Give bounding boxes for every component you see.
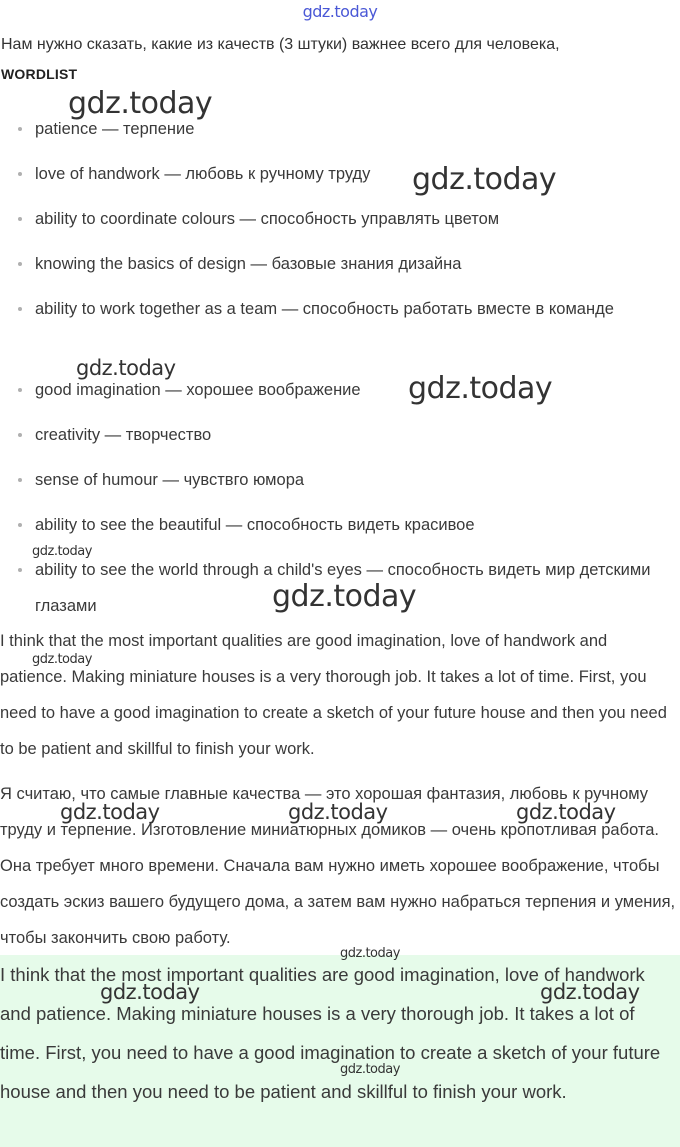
bullet-dot-icon (18, 433, 22, 437)
bullet-dot-icon (18, 217, 22, 221)
wordlist-heading: WORDLIST (1, 66, 78, 82)
wordlist-entry: ability to coordinate colours — способность управлять цветом (35, 210, 500, 228)
watermark: gdz.today (76, 356, 176, 380)
watermark: gdz.today (408, 371, 553, 406)
list-item (18, 507, 668, 543)
wordlist-entry: ability to see the beautiful — способность видеть красивое (35, 516, 475, 534)
site-logo[interactable]: gdz.today (302, 2, 378, 21)
list-item (18, 156, 668, 192)
watermark: gdz.today (60, 800, 160, 824)
watermark: gdz.today (100, 980, 200, 1004)
watermark: gdz.today (340, 1062, 400, 1077)
wordlist-entry: patience — терпение (35, 120, 195, 138)
bullet-dot-icon (18, 307, 22, 311)
watermark: gdz.today (32, 544, 92, 559)
watermark: gdz.today (68, 86, 213, 121)
wordlist-entry: ability to work together as a team — способность работать вместе в команде (35, 300, 614, 318)
list-item (18, 291, 638, 327)
watermark: gdz.today (32, 652, 92, 667)
watermark: gdz.today (272, 579, 417, 614)
list-item (18, 246, 668, 282)
watermark: gdz.today (412, 162, 557, 197)
intro-text: Нам нужно сказать, какие из качеств (3 штуки) важнее всего для человека, (1, 36, 560, 53)
list-item (18, 417, 668, 453)
list-item (18, 201, 668, 237)
list-item (18, 462, 668, 498)
wordlist-entry: good imagination — хорошее воображение (35, 381, 361, 399)
bullet-dot-icon (18, 568, 22, 572)
bullet-dot-icon (18, 262, 22, 266)
watermark: gdz.today (288, 800, 388, 824)
paragraph-russian: Я считаю, что самые главные качества — это хорошая фантазия, любовь к ручному труду и терпение. Изготовление миниатюрных домиков — очень кропотливая работа. Она требует много времени. Сначала вам нужно иметь хорошее воображение, чтобы создать эскиз вашего будущего дома, а затем вам нужно набраться терпения и умения, чтобы закончить свою работу. (0, 785, 676, 947)
bullet-dot-icon (18, 127, 22, 131)
wordlist-entry: sense of humour — чувствго юмора (35, 471, 305, 489)
watermark: gdz.today (540, 980, 640, 1004)
bullet-dot-icon (18, 478, 22, 482)
answer-text: I think that the most important qualities are good imagination, love of handwork and patience. Making miniature houses is a very thorough job. It takes a lot of time. First, you need to have a good imagination to create a sketch of your future house and then you need to be patient and skillful to finish your work. (0, 964, 661, 1102)
wordlist-entry: love of handwork — любовь к ручному труду (35, 165, 371, 183)
paragraph-english: I think that the most important qualities are good imagination, love of handwork and patience. Making miniature houses is a very thorough job. It takes a lot of time. First, you need to have a good imagination to create a sketch of your future house and then you need to be patient and skillful to finish your work. (0, 632, 667, 758)
bullet-dot-icon (18, 388, 22, 392)
wordlist-entry: knowing the basics of design — базовые знания дизайна (35, 255, 462, 273)
bullet-dot-icon (18, 523, 22, 527)
wordlist-entry: ability to see the world through a child's eyes — способность видеть мир детскими глазами (35, 561, 651, 615)
wordlist-entry: creativity — творчество (35, 426, 212, 444)
bullet-dot-icon (18, 172, 22, 176)
watermark: gdz.today (340, 946, 400, 961)
watermark: gdz.today (516, 800, 616, 824)
